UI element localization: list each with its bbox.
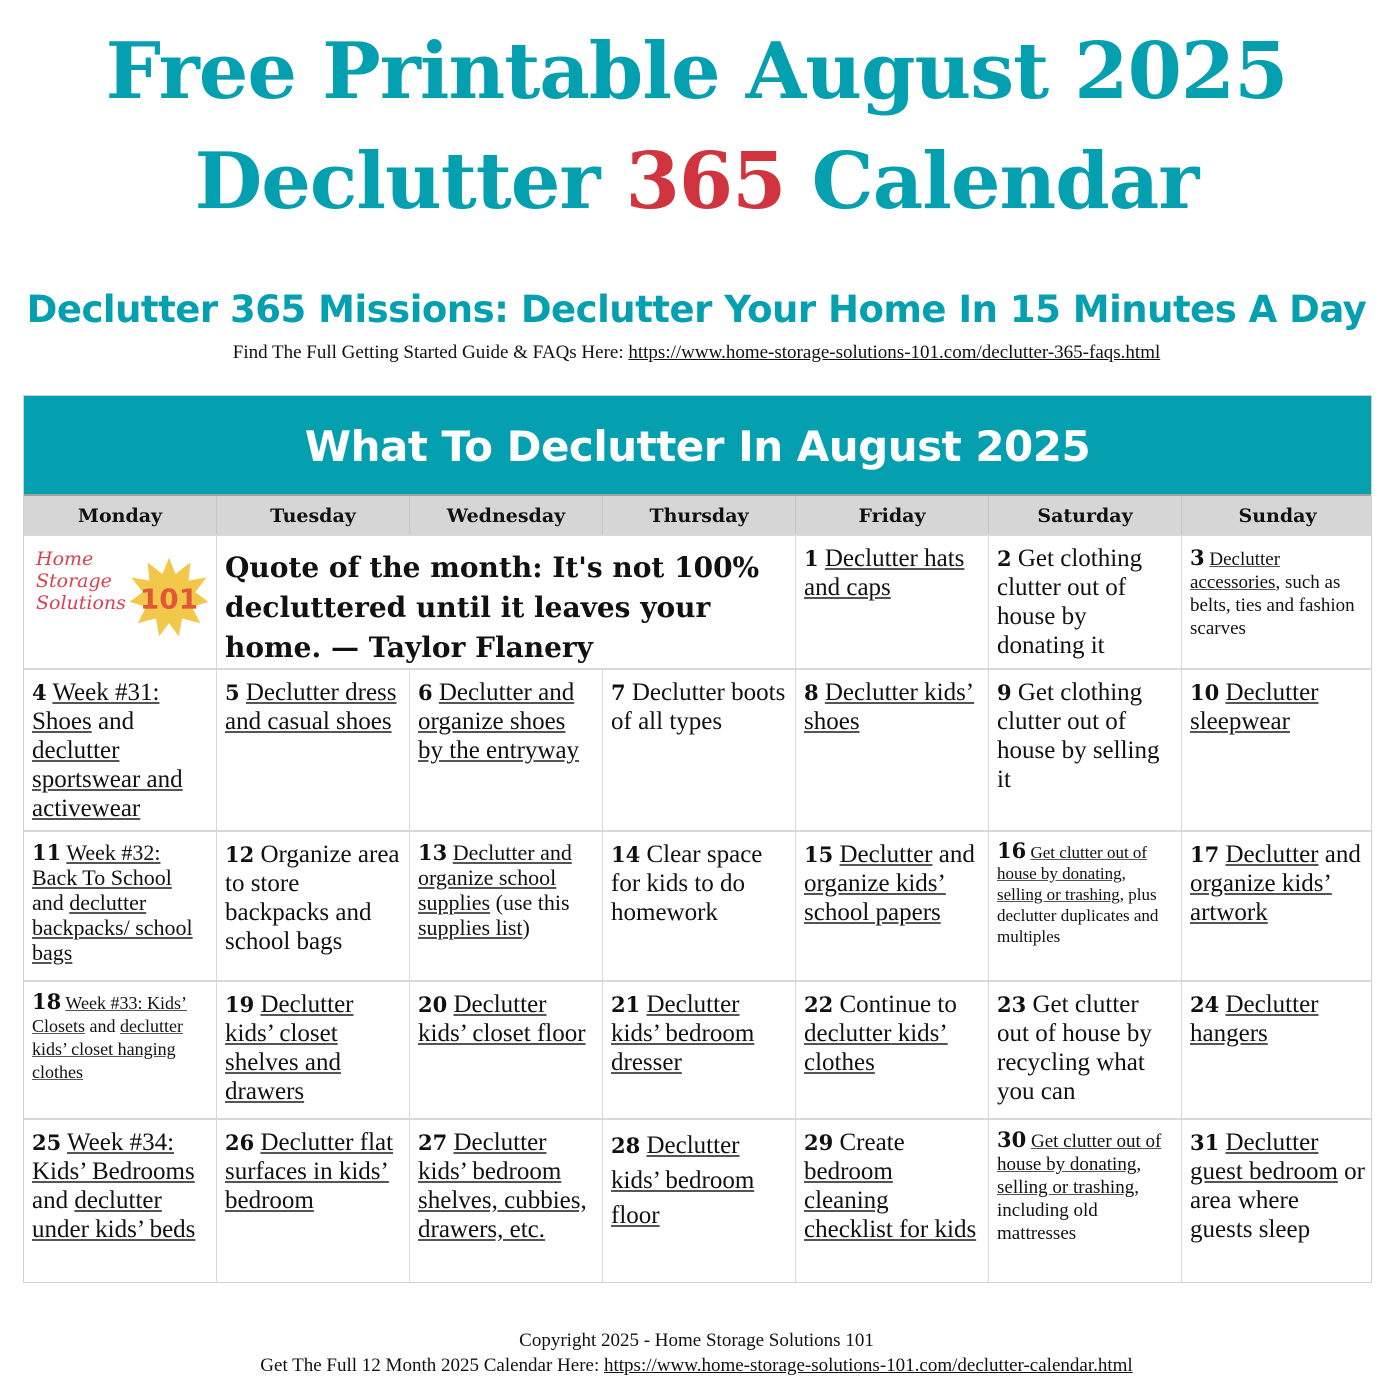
mission-text: Create — [839, 1129, 905, 1156]
day-cell-11 — [24, 832, 217, 980]
day-cell-3 — [1182, 536, 1373, 668]
mission-text: Organize area to store backpacks and school bags — [225, 841, 400, 955]
mission-link[interactable]: Declutter accessories — [1190, 549, 1281, 593]
mission-link[interactable]: Declutter kids’ closet shelves and drawers — [225, 991, 354, 1105]
mission-link[interactable]: Week #32: Back To School — [32, 840, 172, 890]
day-number: 10 — [1190, 680, 1220, 705]
mission-text: , such as belts, ties and fashion scarves — [1190, 572, 1355, 639]
day-number: 12 — [225, 842, 255, 867]
mission-link[interactable]: Get clutter out of house by donating, selling or trashing, — [997, 1131, 1162, 1198]
day-cell-15 — [796, 832, 989, 980]
day-cell-17 — [1182, 832, 1373, 980]
weekday-thursday: Thursday — [603, 496, 796, 534]
day-number: 7 — [611, 680, 626, 705]
day-number: 2 — [997, 546, 1012, 571]
page-title-line-1: Free Printable August 2025 — [105, 26, 1288, 117]
title-365-accent: 365 — [625, 136, 786, 227]
guide-prefix: Find The Full Getting Started Guide & FAQs Here: — [232, 342, 629, 363]
day-number: 1 — [804, 546, 819, 571]
mission-link[interactable]: Declutter sleepwear — [1190, 679, 1319, 735]
mission-text: (use this — [490, 890, 570, 915]
day-cell-25 — [24, 1120, 217, 1282]
day-cell-26 — [217, 1120, 410, 1282]
mission-text: or area where guests sleep — [1190, 1158, 1365, 1243]
day-number: 24 — [1190, 992, 1220, 1017]
guide-line — [0, 340, 1393, 366]
mission-text: Get clothing clutter out of house by selling it — [997, 679, 1160, 793]
day-cell-22 — [796, 982, 989, 1118]
day-number: 14 — [611, 842, 641, 867]
mission-text: Get clothing clutter out of house by donating it — [997, 545, 1143, 659]
quote-of-the-month: Quote of the month: It's not 100% decluttered until it leaves your home. — Taylor Flanery — [217, 536, 796, 668]
day-cell-4 — [24, 670, 217, 830]
weekday-saturday: Saturday — [989, 496, 1182, 534]
day-cell-1 — [796, 536, 989, 668]
mission-text: Get clutter out of house by recycling what you can — [997, 991, 1152, 1105]
home-storage-solutions-logo — [28, 540, 208, 650]
mission-text: and — [1318, 841, 1361, 868]
week-row-5 — [24, 1118, 1371, 1282]
mission-link[interactable]: Declutter kids’ bedroom shelves, cubbies, drawers, etc. — [418, 1129, 587, 1243]
mission-text: including old mattresses — [997, 1200, 1098, 1244]
mission-text: and — [932, 841, 975, 868]
week-row-3 — [24, 830, 1371, 980]
logo-line-storage: Storage — [36, 570, 112, 592]
day-cell-5 — [217, 670, 410, 830]
day-number: 11 — [32, 840, 62, 865]
day-cell-23 — [989, 982, 1182, 1118]
mission-link[interactable]: Declutter — [1225, 841, 1319, 868]
weekday-friday: Friday — [796, 496, 989, 534]
day-number: 18 — [32, 989, 62, 1014]
day-number: 15 — [804, 842, 834, 867]
mission-link[interactable]: Declutter kids’ closet floor — [418, 991, 586, 1047]
logo-line-home: Home — [36, 548, 94, 570]
day-cell-18 — [24, 982, 217, 1118]
mission-link[interactable]: Declutter flat surfaces in kids’ bedroom — [225, 1129, 394, 1214]
mission-text: and — [91, 708, 135, 735]
day-number: 17 — [1190, 842, 1220, 867]
subtitle: Declutter 365 Missions: Declutter Your Home In 15 Minutes A Day — [26, 288, 1367, 331]
day-number: 31 — [1190, 1130, 1220, 1155]
logo-line-solutions: Solutions — [36, 592, 126, 614]
mission-link[interactable]: Declutter hangers — [1190, 991, 1319, 1047]
mission-text: ) — [522, 915, 530, 940]
mission-link[interactable]: Declutter kids’ bedroom dresser — [611, 991, 755, 1076]
day-number: 6 — [418, 680, 433, 705]
day-number: 20 — [418, 992, 448, 1017]
day-number: 4 — [32, 680, 47, 705]
weekday-header-row — [24, 494, 1371, 534]
mission-link[interactable]: bedroom cleaning checklist for kids — [804, 1158, 977, 1243]
weekday-tuesday: Tuesday — [217, 496, 410, 534]
mission-link[interactable]: declutter kids’ closet hanging clothes — [32, 1016, 183, 1082]
mission-link[interactable]: Week #31: Shoes — [32, 679, 160, 735]
day-cell-24 — [1182, 982, 1373, 1118]
day-number: 25 — [32, 1130, 62, 1155]
mission-link[interactable]: declutter backpacks/ school bags — [32, 890, 193, 965]
mission-link[interactable]: Declutter hats and caps — [804, 545, 965, 601]
day-cell-12 — [217, 832, 410, 980]
week-row-4 — [24, 980, 1371, 1118]
mission-link[interactable]: declutter kids’ clothes — [804, 1020, 948, 1076]
day-cell-9 — [989, 670, 1182, 830]
mission-link[interactable]: Declutter guest bedroom — [1190, 1129, 1338, 1185]
mission-link[interactable]: Declutter — [839, 841, 933, 868]
weekday-wednesday: Wednesday — [410, 496, 603, 534]
mission-text: Continue to — [839, 991, 957, 1018]
day-number: 19 — [225, 992, 255, 1017]
day-number: 8 — [804, 680, 819, 705]
faq-link[interactable]: https://www.home-storage-solutions-101.com/declutter-365-faqs.html — [628, 342, 1161, 363]
day-number: 3 — [1190, 545, 1205, 570]
weekday-monday: Monday — [24, 496, 217, 534]
mission-link[interactable]: declutter under kids’ beds — [32, 1187, 196, 1243]
day-cell-13 — [410, 832, 603, 980]
day-cell-28 — [603, 1120, 796, 1282]
mission-link[interactable]: Week #34: Kids’ Bedrooms — [32, 1129, 195, 1185]
logo-text — [36, 548, 126, 614]
day-number: 9 — [997, 680, 1012, 705]
day-cell-31 — [1182, 1120, 1373, 1282]
logo-cell — [24, 536, 217, 668]
calendar-table — [23, 395, 1372, 1283]
day-number: 5 — [225, 680, 240, 705]
day-number: 13 — [418, 840, 448, 865]
full-calendar-prefix: Get The Full 12 Month 2025 Calendar Here: — [260, 1355, 604, 1376]
mission-link[interactable]: organize kids’ school papers — [804, 870, 946, 926]
day-number: 26 — [225, 1130, 255, 1155]
week-row-1 — [24, 534, 1371, 668]
footer — [0, 1328, 1393, 1378]
day-number: 30 — [997, 1127, 1027, 1152]
mission-text: Declutter boots of all types — [611, 679, 786, 735]
mission-text: and — [32, 890, 70, 915]
mission-link[interactable]: declutter sportswear and activewear — [32, 737, 183, 822]
title-calendar-text: Calendar — [785, 136, 1199, 227]
weekday-sunday: Sunday — [1238, 505, 1317, 527]
day-cell-16 — [989, 832, 1182, 980]
mission-link[interactable]: Declutter dress and casual shoes — [225, 679, 397, 735]
day-cell-30 — [989, 1120, 1182, 1282]
day-number: 23 — [997, 992, 1027, 1017]
svg-text:101: 101 — [139, 582, 199, 616]
mission-text: and — [85, 1016, 121, 1036]
mission-text: , plus declutter duplicates and multiples — [997, 885, 1159, 946]
day-number: 29 — [804, 1130, 834, 1155]
title-declutter-text: Declutter — [194, 136, 626, 227]
day-cell-27 — [410, 1120, 603, 1282]
week-row-2 — [24, 668, 1371, 830]
mission-link[interactable]: Declutter kids’ bedroom floor — [611, 1132, 755, 1229]
mission-link[interactable]: Declutter kids’ shoes — [804, 679, 975, 735]
day-number: 21 — [611, 992, 641, 1017]
day-cell-20 — [410, 982, 603, 1118]
day-cell-7 — [603, 670, 796, 830]
full-calendar-line — [0, 1353, 1393, 1378]
mission-text: Clear space for kids to do homework — [611, 841, 763, 926]
mission-link[interactable]: supplies list — [418, 915, 523, 940]
mission-link[interactable]: Declutter and organize shoes by the entryway — [418, 679, 580, 764]
day-cell-29 — [796, 1120, 989, 1282]
mission-link[interactable]: organize kids’ artwork — [1190, 870, 1332, 926]
day-cell-2 — [989, 536, 1182, 668]
day-number: 28 — [611, 1133, 641, 1158]
copyright-text: Copyright 2025 - Home Storage Solutions 101 — [519, 1330, 874, 1351]
day-cell-14 — [603, 832, 796, 980]
mission-link[interactable]: Get clutter out of house by donating, selling or trashing — [997, 843, 1148, 904]
day-cell-10 — [1182, 670, 1373, 830]
day-cell-6 — [410, 670, 603, 830]
day-number: 22 — [804, 992, 834, 1017]
page-title-line-2 — [0, 132, 1393, 232]
sun-badge-icon — [128, 556, 210, 638]
mission-link[interactable]: Week #33: Kids’ Closets — [32, 993, 187, 1036]
calendar-title: What To Declutter In August 2025 — [24, 396, 1371, 494]
day-number: 27 — [418, 1130, 448, 1155]
mission-text: and — [32, 1187, 75, 1214]
mission-link[interactable]: Declutter and organize school supplies — [418, 840, 572, 915]
day-cell-8 — [796, 670, 989, 830]
day-number: 16 — [997, 838, 1027, 863]
day-cell-21 — [603, 982, 796, 1118]
full-calendar-link[interactable]: https://www.home-storage-solutions-101.com/declutter-calendar.html — [604, 1355, 1133, 1376]
day-cell-19 — [217, 982, 410, 1118]
